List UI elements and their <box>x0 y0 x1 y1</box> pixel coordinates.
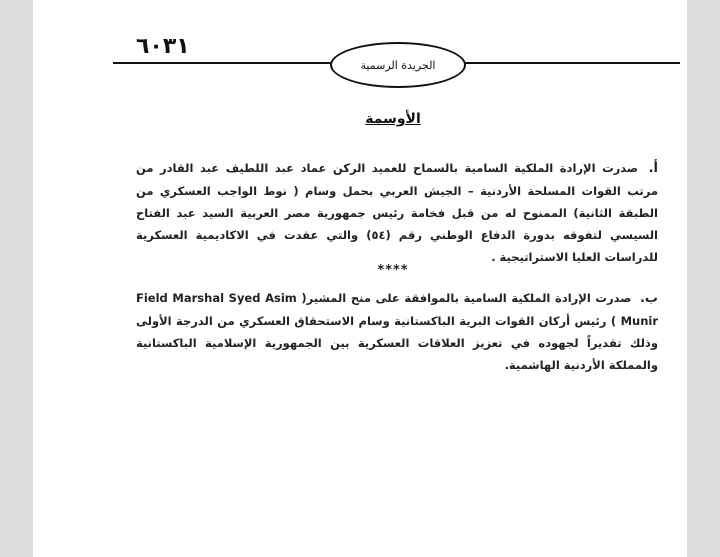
section-divider: **** <box>377 263 409 278</box>
item-b-text-after: ) رئيس أركان القوات البرية الباكستانية وسام الاستحقاق العسكري من الدرجة الأولى وذلك تقديراً لجهوده في تعزيز العلاقات العسكرية بين الجمهورية الإسلامية الباكستانية والمملكة الأردنية الهاشمية. <box>136 314 658 372</box>
item-a <box>136 157 658 268</box>
item-b-text-before: صدرت الإرادة الملكية السامية بالموافقة على منح المشير( <box>301 291 632 305</box>
gazette-badge <box>330 42 466 88</box>
document-page <box>33 0 687 557</box>
item-b-latin-name: Field Marshal Syed Asim Munir <box>136 291 658 328</box>
item-a-marker: أ. <box>648 161 658 176</box>
section-title: الأوسمة <box>365 111 421 127</box>
item-b <box>136 287 658 376</box>
item-b-marker: ب. <box>639 291 658 306</box>
gazette-label: الجريدة الرسمية <box>360 58 436 72</box>
item-a-text: صدرت الإرادة الملكية السامية بالسماح للعميد الركن عماد عبد اللطيف عبد القادر من مرتب القوات المسلحة الأردنية – الجيش العربي بحمل وسام ( نوط الواجب العسكري من الطبقة الثانية) الممنوح له من قبل فخامة رئيس جمهورية مصر العربية السيد عبد الفتاح السيسي لتفوقه بدورة الدفاع الوطني رقم (٥٤) والتي عقدت في الاكاديمية العسكرية للدراسات العليا الاستراتيجية . <box>136 161 658 264</box>
page-number: ٦٠٣١ <box>136 34 190 59</box>
